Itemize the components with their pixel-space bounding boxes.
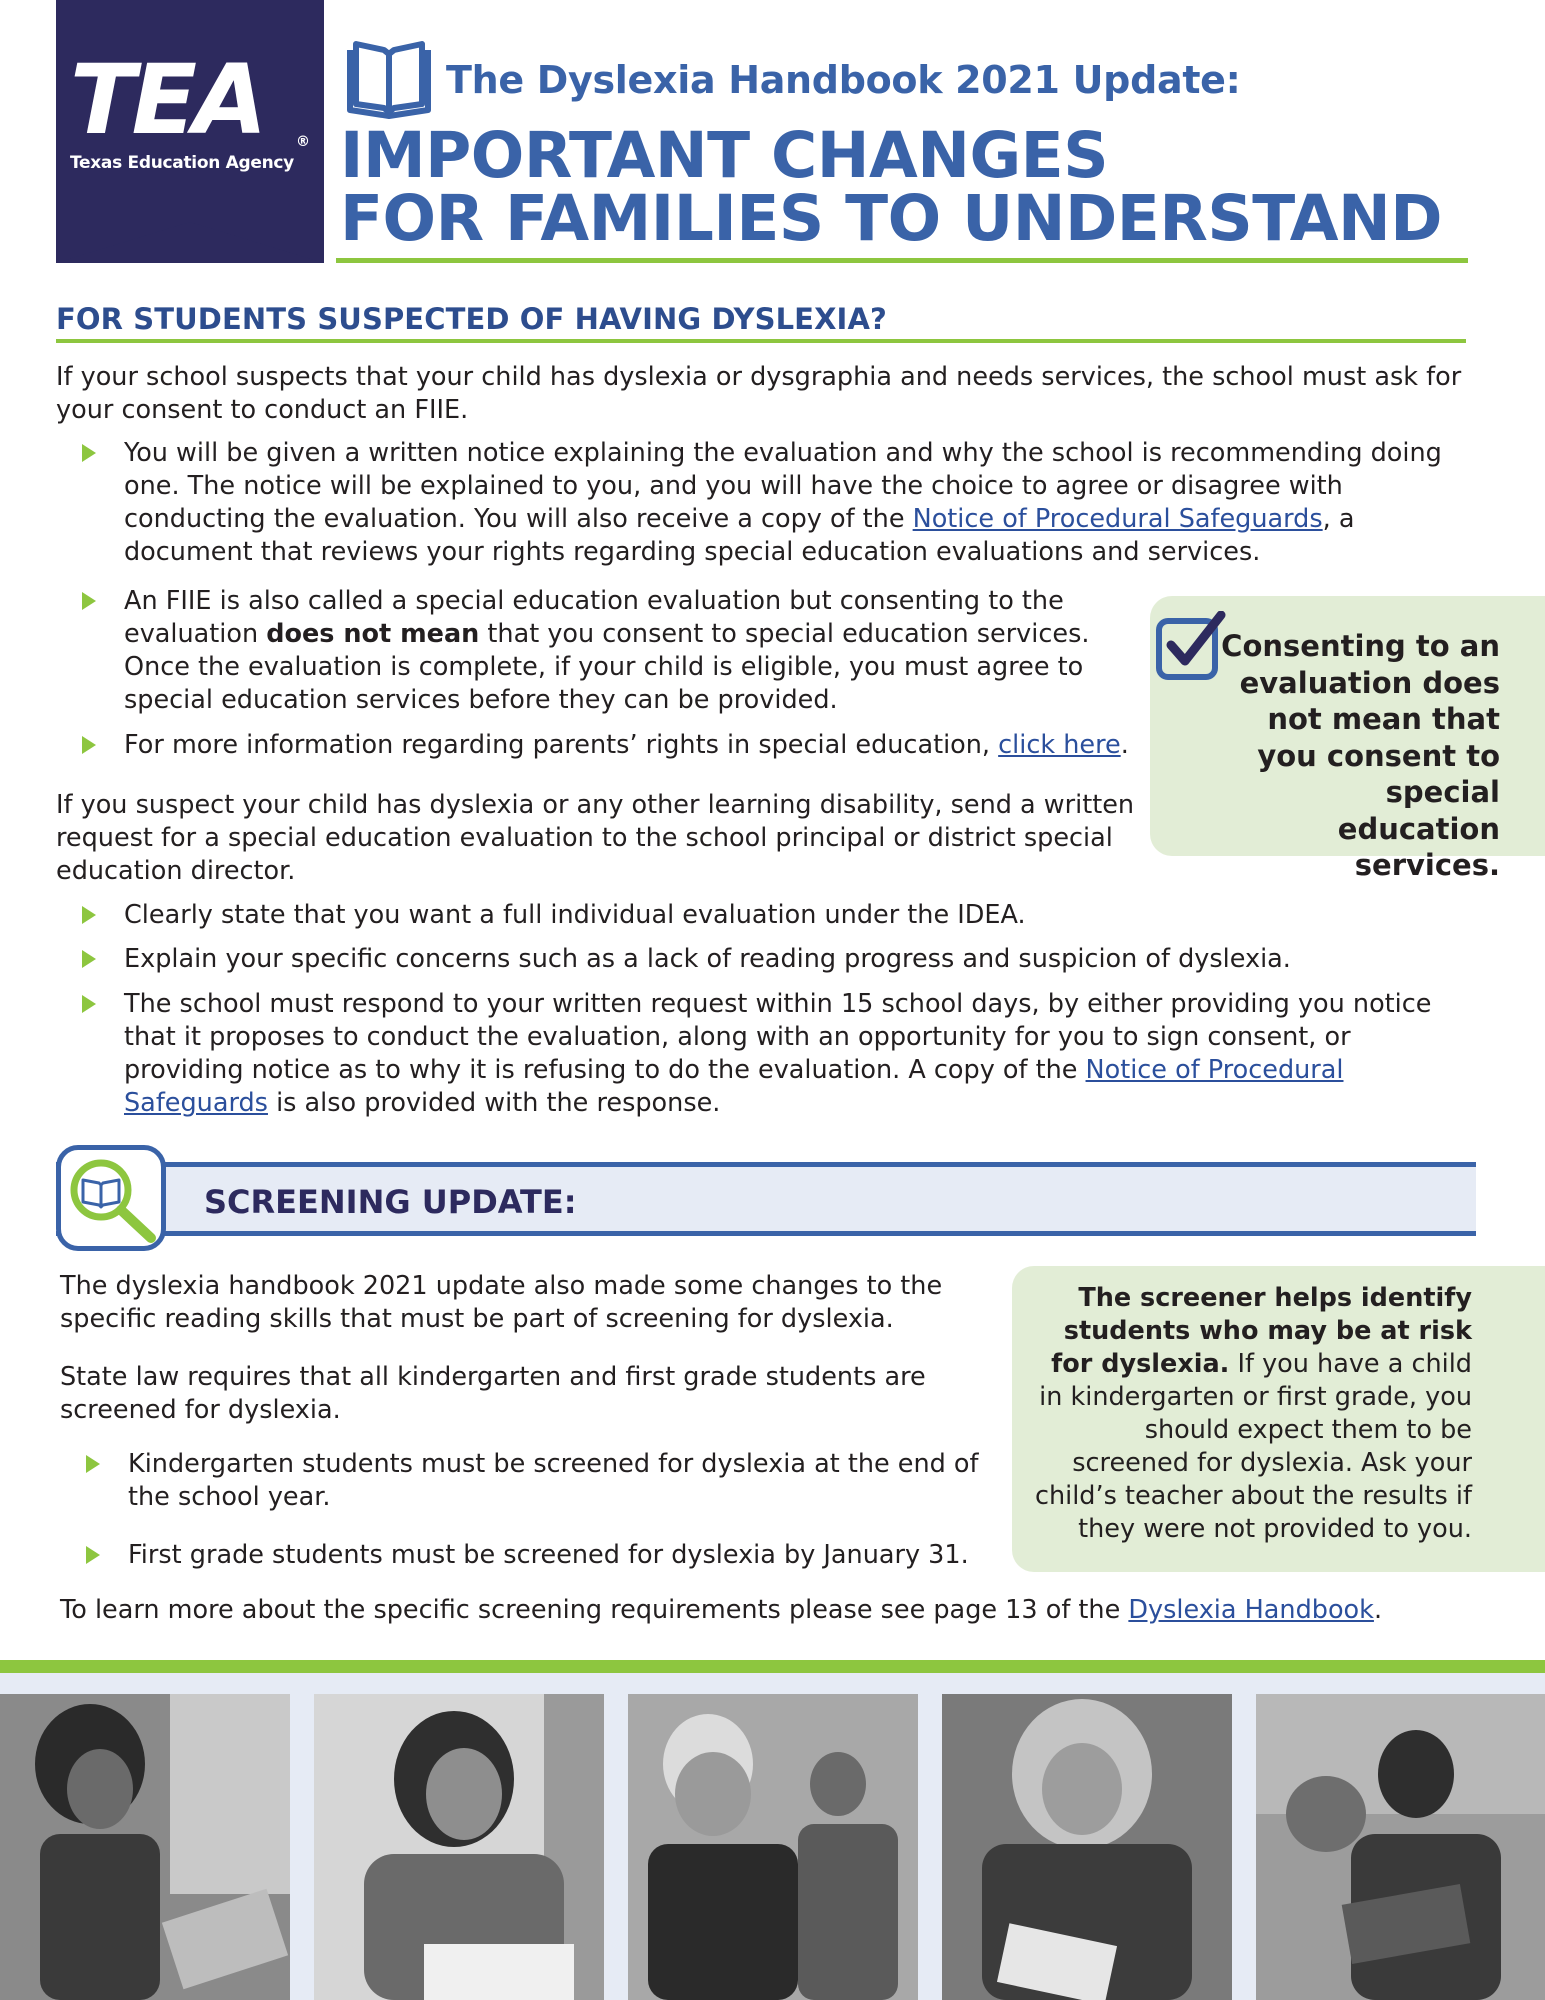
page-subtitle: The Dyslexia Handbook 2021 Update: bbox=[446, 58, 1241, 102]
list-item: The school must respond to your written request within 15 school days, by either providing you notice that it proposes to conduct the evaluation, along with an opportunity for you to sign consent, or providing notice as to why it is refusing to do the evaluation. A copy of the Notice of Procedural Safeguards is also provided with the response. bbox=[56, 988, 1456, 1120]
dyslexia-handbook-link[interactable]: Dyslexia Handbook bbox=[1128, 1595, 1374, 1625]
photo-girl-reading bbox=[0, 1694, 290, 2000]
bullet-arrow-icon bbox=[82, 906, 96, 924]
page-title-line2: FOR FAMILIES TO UNDERSTAND bbox=[340, 182, 1443, 255]
procedural-safeguards-link-2[interactable]: Notice of Procedural Safeguards bbox=[124, 1055, 1344, 1118]
list-item: Clearly state that you want a full individual evaluation under the IDEA. bbox=[56, 899, 1476, 932]
bullet-arrow-icon bbox=[82, 995, 96, 1013]
list-item: You will be given a written notice explaining the evaluation and why the school is recommending doing one. The notice will be explained to you, and you will have the choice to agree or disagree with conducting the evaluation. You will also receive a copy of the Notice of Procedural Safeguards, a document that reviews your rights regarding special education evaluations and services. bbox=[56, 437, 1456, 569]
screening-paragraph-1: The dyslexia handbook 2021 update also made some changes to the specific reading skills that must be part of screening for dyslexia. bbox=[60, 1271, 943, 1334]
section-heading-suspected: FOR STUDENTS SUSPECTED OF HAVING DYSLEXIA? bbox=[56, 302, 887, 336]
bullet-arrow-icon bbox=[82, 592, 96, 610]
screening-icon-box bbox=[56, 1145, 166, 1251]
screening-heading: SCREENING UPDATE: bbox=[204, 1183, 577, 1221]
logo-wordmark: TEA bbox=[70, 44, 264, 156]
consent-callout-text: Consenting to an evaluation does not mean that you consent to special education services. bbox=[1221, 629, 1500, 882]
section-divider bbox=[56, 339, 1466, 343]
logo-registered-mark: ® bbox=[296, 134, 310, 150]
photo-girl-book bbox=[942, 1694, 1232, 2000]
book-magnifier-icon bbox=[61, 1150, 161, 1246]
screening-paragraph-2: State law requires that all kindergarten and first grade students are screened for dyslexia. bbox=[60, 1362, 926, 1425]
request-paragraph: If you suspect your child has dyslexia or any other learning disability, send a written request for a special education evaluation to the school principal or district special education director. bbox=[56, 790, 1135, 886]
click-here-link[interactable]: click here bbox=[998, 730, 1121, 760]
tea-logo bbox=[56, 0, 324, 263]
page-title-line1: IMPORTANT CHANGES bbox=[340, 119, 1109, 192]
list-item: Kindergarten students must be screened for dyslexia at the end of the school year. bbox=[60, 1448, 1000, 1514]
photo-boy-reading bbox=[1256, 1694, 1545, 2000]
screening-closing: To learn more about the specific screening requirements please see page 13 of the Dyslexia Handbook. bbox=[60, 1595, 1383, 1625]
procedural-safeguards-link[interactable]: Notice of Procedural Safeguards bbox=[912, 504, 1323, 534]
open-book-icon bbox=[340, 40, 438, 120]
bullet-arrow-icon bbox=[82, 444, 96, 462]
bullet-arrow-icon bbox=[86, 1546, 100, 1564]
list-item: An FIIE is also called a special education evaluation but consenting to the evaluation does not mean that you consent to special education services. Once the evaluation is complete, if your child is eligible, you must agree to special education services before they can be provided. bbox=[56, 585, 1102, 717]
screener-callout-text: The screener helps identify students who may be at risk for dyslexia. If you have a child in kindergarten or first grade, you should expect them to be screened for dyslexia. Ask your child’s teacher about the results if they were not provided to you. bbox=[1034, 1283, 1472, 1544]
bullet-arrow-icon bbox=[82, 736, 96, 754]
page-title bbox=[340, 119, 1443, 255]
bullet-arrow-icon bbox=[86, 1455, 100, 1473]
photo-students-group bbox=[628, 1694, 918, 2000]
list-item: For more information regarding parents’ rights in special education, click here. bbox=[56, 729, 1156, 762]
photo-teacher bbox=[314, 1694, 604, 2000]
title-divider bbox=[336, 258, 1468, 263]
logo-agency-name: Texas Education Agency bbox=[70, 153, 294, 173]
intro-paragraph: If your school suspects that your child has dyslexia or dysgraphia and needs services, the school must ask for your consent to conduct an FIIE. bbox=[56, 362, 1462, 425]
list-item: Explain your specific concerns such as a lack of reading progress and suspicion of dyslexia. bbox=[56, 943, 1476, 976]
list-item: First grade students must be screened for dyslexia by January 31. bbox=[60, 1539, 1000, 1572]
footer-divider bbox=[0, 1660, 1545, 1673]
bullet-arrow-icon bbox=[82, 950, 96, 968]
